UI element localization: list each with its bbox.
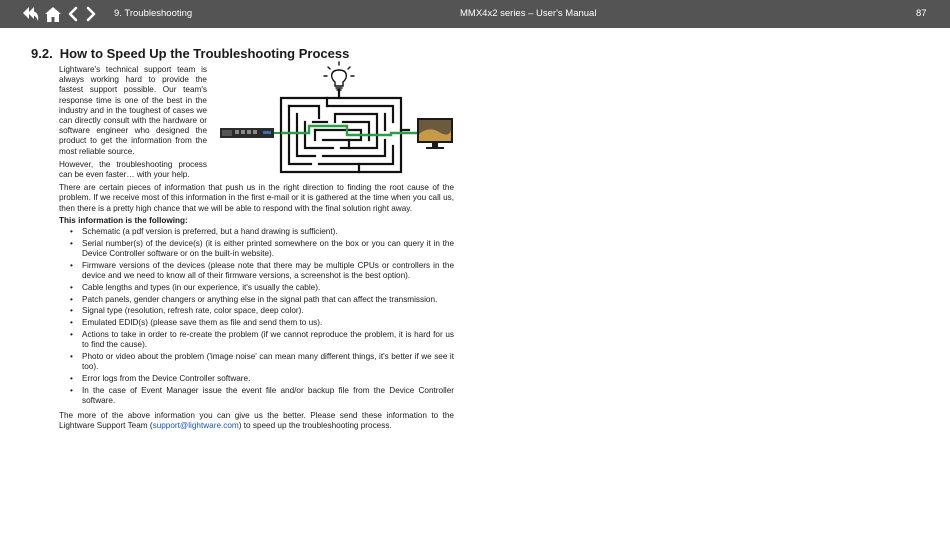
intro-paragraph-2: However, the troubleshooting process can be even faster… with your help. (59, 159, 207, 180)
navigation-buttons (22, 5, 98, 23)
chevron-left-icon (66, 6, 80, 22)
closing-text-start: The more of the above information you can give us the better. Please send these information to the Lightware Support Team ( (59, 411, 454, 431)
chevron-right-icon (84, 6, 98, 22)
body-paragraph: There are certain pieces of information that push us in the right direction to finding the root cause of the problem. If we receive most of this information in the first e-mail or it is gathered at the time when you call us, then there is a pretty high chance that we will be able to respond with the final solution right away. (59, 183, 454, 213)
list-heading: This information is the following: (59, 215, 188, 225)
manual-title: MMX4x2 series – User's Manual (460, 8, 597, 19)
previous-page-button[interactable] (66, 5, 80, 23)
main-content (59, 65, 454, 432)
list-item: • Firmware versions of the devices (please note that there may be multiple CPUs or controllers in the device and we need to know all of their firmware versions, a screenshot is the best option). (82, 261, 454, 281)
page-number: 87 (916, 8, 927, 19)
list-item: • Photo or video about the problem ('image noise' can mean many different things, it's better if we see it too). (82, 352, 454, 372)
next-page-button[interactable] (84, 5, 98, 23)
home-button[interactable] (44, 5, 62, 23)
chapter-title[interactable]: 9. Troubleshooting (114, 8, 193, 19)
section-number: 9.2. (31, 46, 53, 61)
list-item: • Actions to take in order to re-create the problem (if we cannot reproduce the problem, it is hard for us to find the cause). (82, 330, 454, 350)
list-item: • Signal type (resolution, refresh rate, color space, deep color). (82, 306, 454, 316)
closing-paragraph (59, 411, 454, 431)
intro-paragraph: Lightware's technical support team is always working hard to provide the fastest support possible. Our team's response time is one of the best in the industry and in the toughest of cases we can directly consult with the hardware or software engineer who designed the product to get the information from the most reliable source. (59, 65, 207, 156)
closing-text-end: ) to speed up the troubleshooting process. (238, 421, 392, 431)
list-item: • Patch panels, gender changers or anything else in the signal path that can affect the transmission. (82, 295, 454, 305)
list-item: • Serial number(s) of the device(s) (it is either printed somewhere on the box or you can query it in the Device Controller software or on the built-in website). (82, 239, 454, 259)
list-item: • In the case of Event Manager issue the event file and/or backup file from the Device Controller software. (82, 386, 454, 406)
list-item: • Schematic (a pdf version is preferred, but a hand drawing is sufficient). (82, 227, 454, 237)
list-item: • Cable lengths and types (in our experience, it's usually the cable). (82, 283, 454, 293)
return-icon (22, 6, 40, 22)
section-title: How to Speed Up the Troubleshooting Process (59, 46, 350, 61)
home-icon (44, 6, 62, 23)
top-navigation-bar (0, 0, 950, 28)
list-item: • Error logs from the Device Controller software. (82, 374, 454, 384)
information-list (59, 227, 454, 406)
support-email-link[interactable]: support@lightware.com (152, 421, 239, 431)
section-heading (31, 46, 349, 61)
return-button[interactable] (22, 5, 40, 23)
list-item: • Emulated EDID(s) (please save them as file and send them to us). (82, 318, 454, 328)
